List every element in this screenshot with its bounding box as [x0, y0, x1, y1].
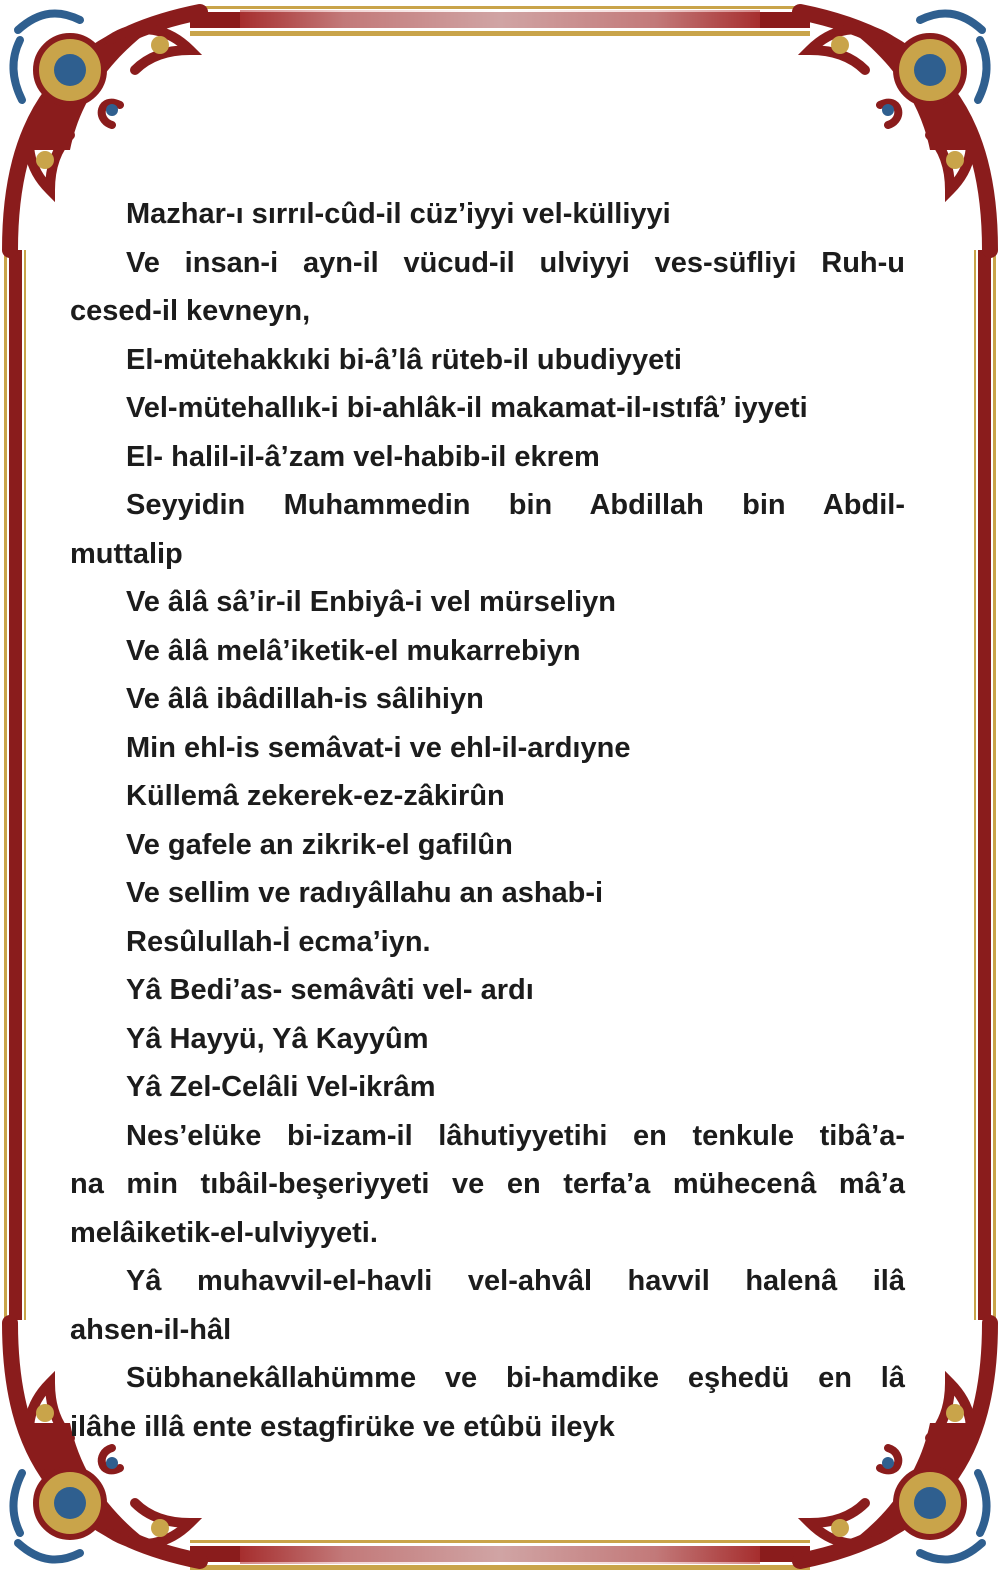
frame-top-highlight	[240, 10, 760, 28]
text-line: Vel-mütehallık-i bi-ahlâk-il makamat-il-ıstıfâ’ iyyeti	[126, 392, 808, 424]
text-line: Yâ Zel-Celâli Vel-ikrâm	[126, 1071, 436, 1103]
text-line: Ve insan-i ayn-il vücud-il ulviyyi ves-süfliyi Ruh-u	[126, 246, 905, 279]
text-line: Yâ Bedi’as- semâvâti vel- ardı	[126, 974, 534, 1006]
text-line: Ve sellim ve radıyâllahu an ashab-i	[126, 877, 604, 909]
text-line: Nes’elüke bi-izam-il lâhutiyyetihi en tenkule tibâ’a-	[126, 1119, 905, 1152]
text-line: El-mütehakkıki bi-â’lâ rüteb-il ubudiyyeti	[126, 343, 682, 376]
text-line: El- halil-il-â’zam vel-habib-il ekrem	[126, 440, 600, 473]
text-line: Ve gafele an zikrik-el gafilûn	[126, 828, 513, 861]
text-line: Sübhanekâllahümme ve bi-hamdike eşhedü en lâ	[126, 1362, 905, 1394]
text-line: Yâ Hayyü, Yâ Kayyûm	[126, 1022, 429, 1055]
text-line: Ve âlâ ibâdillah-is sâlihiyn	[126, 683, 484, 715]
text-line: Mazhar-ı sırrıl-cûd-il cüz’iyyi vel-külliyyi	[126, 198, 671, 230]
text-line: Seyyidin Muhammedin bin Abdillah bin Abdil-	[126, 489, 905, 521]
text-line: Yâ muhavvil-el-havli vel-ahvâl havvil halenâ ilâ	[126, 1265, 905, 1297]
text-line: ilâhe illâ ente estagfirüke ve etûbü ileyk	[70, 1410, 615, 1443]
prayer-text-body	[70, 190, 905, 1451]
text-line: Ve âlâ sâ’ir-il Enbiyâ-i vel mürseliyn	[126, 586, 617, 618]
text-line: Küllemâ zekerek-ez-zâkirûn	[126, 780, 505, 812]
text-line: Resûlullah-İ ecma’iyn.	[126, 925, 431, 958]
text-line: na min tıbâil-beşeriyyeti ve en terfa’a mühecenâ mâ’a	[70, 1168, 905, 1200]
frame-bottom-highlight	[240, 1546, 760, 1564]
text-line: ahsen-il-hâl	[70, 1313, 232, 1346]
frame-right-border	[974, 250, 996, 1320]
text-line: melâiketik-el-ulviyyeti.	[70, 1216, 378, 1249]
frame-left-border	[4, 250, 26, 1320]
text-line: muttalip	[70, 537, 183, 570]
text-line: Ve âlâ melâ’iketik-el mukarrebiyn	[126, 634, 581, 667]
text-line: Min ehl-is semâvat-i ve ehl-il-ardıyne	[126, 731, 631, 764]
text-line: cesed-il kevneyn,	[70, 295, 311, 327]
